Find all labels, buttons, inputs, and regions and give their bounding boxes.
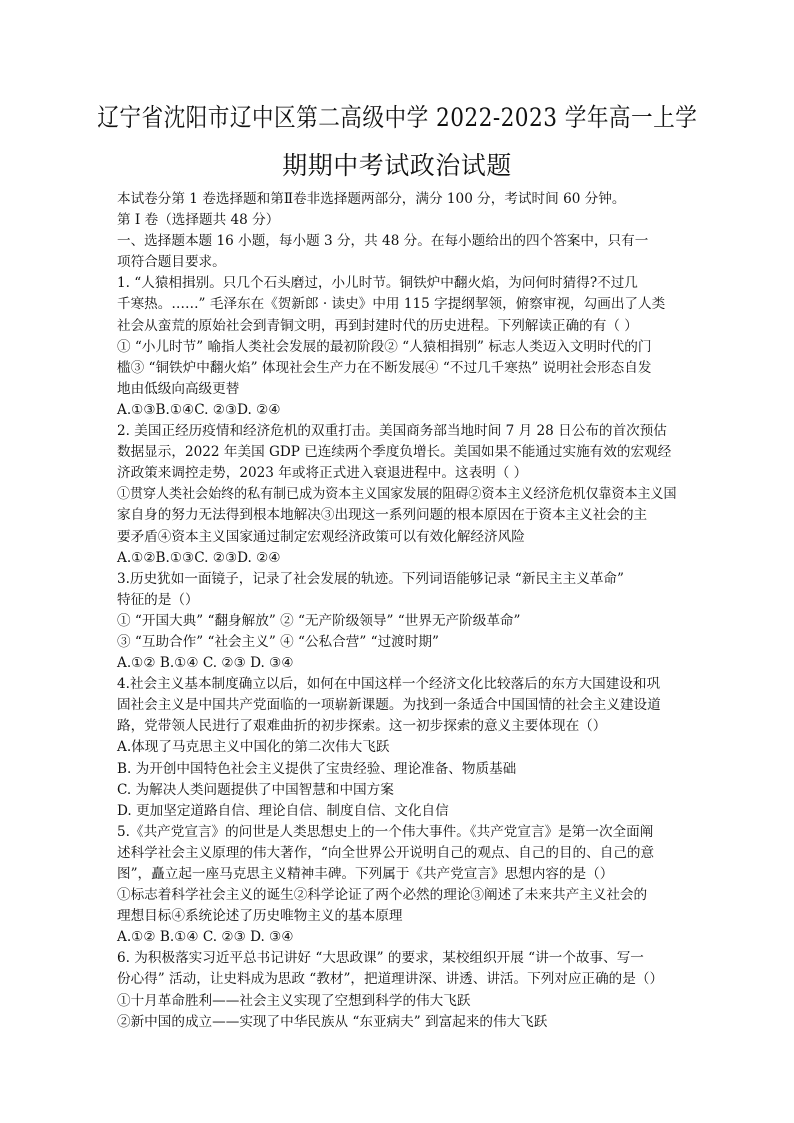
text-line: ①标志着科学社会主义的诞生②科学论证了两个必然的理论③阐述了未来共产主义社会的 xyxy=(117,887,648,904)
exam-title-line-1 xyxy=(0,100,794,136)
text-line: 项符合题目要求。 xyxy=(117,254,226,271)
text-line: 千寒热。……” 毛泽东在《贺新郎 · 读史》中用 115 字提纲挈领，俯察审视，勾画出了人类 xyxy=(117,296,666,313)
text-line: 4.社会主义基本制度确立以后，如何在中国这样一个经济文化比较落后的东方大国建设和巩 xyxy=(117,676,661,693)
text-line: D. 更加坚定道路自信、理论自信、制度自信、文化自信 xyxy=(117,802,449,819)
text-line: 2. 美国正经历疫情和经济危机的双重打击。美国商务部当地时间 7 月 28 日公布的首次预估 xyxy=(117,423,667,440)
text-line: ②新中国的成立——实现了中华民族从 “东亚病夫” 到富起来的伟大飞跃 xyxy=(117,1013,548,1030)
text-line: 济政策来调控走势，2023 年或将正式进入衰退进程中。这表明（ ） xyxy=(117,465,528,482)
text-line: 份心得” 活动，让史料成为思政 “教材”，把道理讲深、讲透、讲活。下列对应正确的是（） xyxy=(117,971,664,988)
text-line: A.体现了马克思主义中国化的第二次伟大飞跃 xyxy=(117,739,390,756)
text-line: A.①② B.①④ C. ②③ D. ③④ xyxy=(117,655,294,672)
text-line: 要矛盾④资本主义国家通过制定宏观经济政策可以有效化解经济风险 xyxy=(117,528,525,545)
text-line: 述科学社会主义原理的伟大著作，“向全世界公开说明自己的观点、自己的目的、自己的意 xyxy=(117,844,655,861)
text-line: 5.《共产党宣言》的问世是人类思想史上的一个伟大事件。《共产党宣言》是第一次全面阐 xyxy=(117,823,654,840)
text-line: 1. “人猿相揖别。只几个石头磨过，小儿时节。铜铁炉中翻火焰，为问何时猜得?不过几 xyxy=(117,275,638,292)
text-line: 本试卷分第 1 卷选择题和第Ⅱ卷非选择题两部分，满分 100 分，考试时间 60 分钟。 xyxy=(117,191,626,207)
text-line: 固社会主义是中国共产党面临的一项崭新课题。为找到一条适合中国国情的社会主义建设道 xyxy=(117,697,661,714)
text-line: 特征的是（） xyxy=(117,591,199,608)
text-line: 3.历史犹如一面镜子，记录了社会发展的轨迹。下列词语能够记录 “新民主主义革命” xyxy=(117,570,624,587)
text-line: A.①②B.①③C. ②③D. ②④ xyxy=(117,549,281,566)
text-line: ①十月革命胜利——社会主义实现了空想到科学的伟大飞跃 xyxy=(117,992,471,1009)
title-text: 辽宁省沈阳市辽中区第二高级中学 2022-2023 学年高一上学 xyxy=(97,103,697,132)
text-line: ① “小儿时节” 喻指人类社会发展的最初阶段② “人猿相揖别” 标志人类迈入文明时代的门 xyxy=(117,338,652,355)
text-line: 第 I 卷（选择题共 48 分） xyxy=(117,212,280,229)
text-line: 家自身的努力无法得到根本地解决③出现这一系列问题的根本原因在于资本主义社会的主 xyxy=(117,507,648,524)
text-line: 图”，矗立起一座马克思主义精神丰碑。下列属于《共产党宣言》思想内容的是（） xyxy=(117,866,614,882)
text-line: C. 为解决人类问题提供了中国智慧和中国方案 xyxy=(117,781,394,798)
exam-title-line-2 xyxy=(0,148,794,184)
text-line: 数据显示，2022 年美国 GDP 已连续两个季度负增长。美国如果不能通过实施有效的宏观经 xyxy=(117,444,672,461)
text-line: 一、选择题本题 16 小题，每小题 3 分，共 48 分。在每小题给出的四个答案中，只有一 xyxy=(117,233,649,250)
text-line: 槛③ “铜铁炉中翻火焰” 体现社会生产力在不断发展④ “不过几千寒热” 说明社会形态自发 xyxy=(117,359,652,376)
text-line: 6. 为积极落实习近平总书记讲好 “大思政课” 的要求，某校组织开展 “讲一个故事、写一 xyxy=(117,950,644,967)
text-line: 地由低级向高级更替 xyxy=(117,380,240,397)
text-line: A.①② B.①④ C. ②③ D. ③④ xyxy=(117,929,294,946)
text-line: ①贯穿人类社会始终的私有制已成为资本主义国家发展的阻碍②资本主义经济危机仅靠资本主义国 xyxy=(117,486,677,503)
text-line: ① “开国大典” “翻身解放” ② “无产阶级领导” “世界无产阶级革命” xyxy=(117,612,521,629)
title-text: 期期中考试政治试题 xyxy=(282,151,512,180)
text-line: B. 为开创中国特色社会主义提供了宝贵经验、理论准备、物质基础 xyxy=(117,760,517,777)
text-line: 路，党带领人民进行了艰难曲折的初步探索。这一初步探索的意义主要体现在（） xyxy=(117,718,607,735)
text-line: 理想目标④系统论述了历史唯物主义的基本原理 xyxy=(117,908,403,925)
text-line: A.①③B.①④C. ②③D. ②④ xyxy=(117,401,281,418)
text-line: ③ “互助合作” “社会主义” ④ “公私合营” “过渡时期” xyxy=(117,633,439,650)
text-line: 社会从蛮荒的原始社会到青铜文明，再到封建时代的历史进程。下列解读正确的有（ ） xyxy=(117,317,638,334)
exam-body xyxy=(117,189,677,1033)
